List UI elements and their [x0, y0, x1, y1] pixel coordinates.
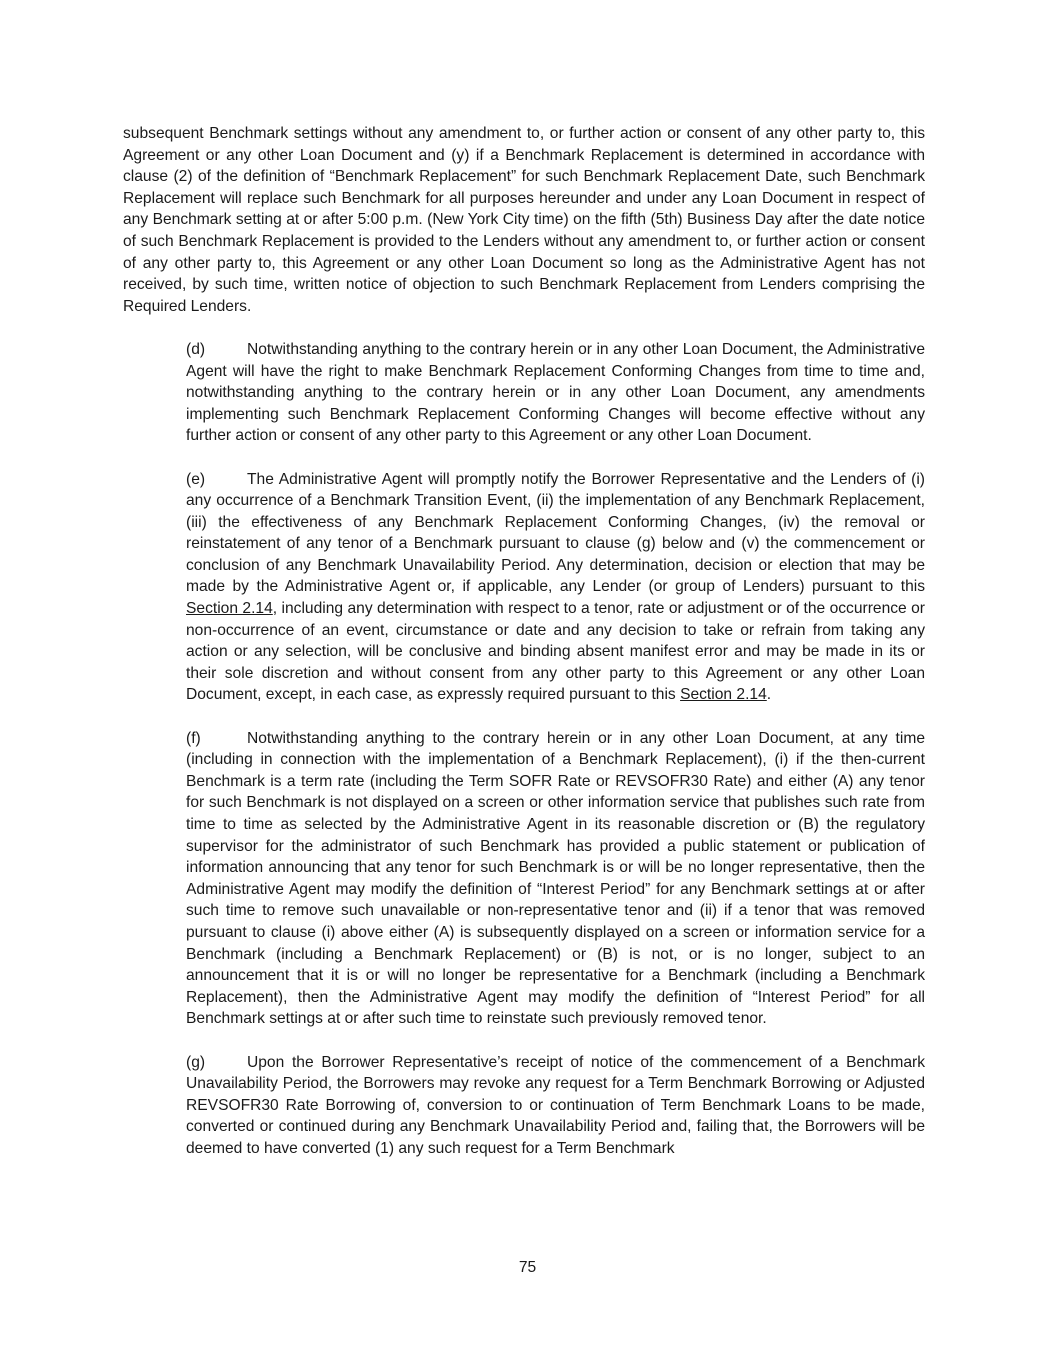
page-number: 75 — [518, 1259, 537, 1276]
continuation-text: subsequent Benchmark settings without any amendment to, or further action or consent of any other party to, this Agreement or any other Loan Document and (y) if a Benchmark Replacement is determined in accordance with clause (2) of the definition of “Benchmark Replacement” for such Benchmark Replacement Date, such Benchmark Replacement will replace such Benchmark for all purposes hereunder and under any Loan Document in respect of any Benchmark setting at or after 5:00 p.m. (New York City time) on the fifth (5th) Business Day after the date notice of such Benchmark Replacement is provided to the Lenders without any amendment to, or further action or consent of any other party to, this Agreement or any other Loan Document so long as the Administrative Agent has not received, by such time, written notice of objection to such Benchmark Replacement from Lenders comprising the Required Lenders. — [123, 125, 925, 315]
paragraph-f-text: Notwithstanding anything to the contrary herein or in any other Loan Document, at any time (including in connection with the implementation of a Benchmark Replacement), (i) if the then-current Benchmark is a term rate (including the Term SOFR Rate or REVSOFR30 Rate) and either (A) any tenor for such Benchmark is not displayed on a screen or other information service that publishes such rate from time to time as selected by the Administrative Agent in its reasonable discretion or (B) the regulatory supervisor for the administrator of such Benchmark has provided a public statement or publication of information announcing that any tenor for such Benchmark is or will be no longer representative, then the Administrative Agent may modify the definition of “Interest Period” for any Benchmark settings at or after such time to remove such unavailable or non-representative tenor and (ii) if a tenor that was removed pursuant to clause (i) above either (A) is subsequently displayed on a screen or information service for a Benchmark (including a Benchmark Replacement) or (B) is not, or is no longer, subject to an announcement that it is or will no longer be representative for a Benchmark (including a Benchmark Replacement), then the Administrative Agent may modify the definition of “Interest Period” for all Benchmark settings at or after such time to reinstate such previously removed tenor. — [186, 729, 925, 1028]
continuation-paragraph — [123, 123, 925, 317]
paragraph-f — [123, 728, 925, 1030]
paragraph-e-text-2: , including any determination with respect to a tenor, rate or adjustment or of the occurrence or non-occurrence of an event, circumstance or date and any decision to take or refrain from taking any action or any selection, will be conclusive and binding absent manifest error and may be made in its or their sole discretion and without consent from any other party to this Agreement or any other Loan Document, except, in each case, as expressly required pursuant to this — [186, 600, 925, 704]
section-2-14-link: Section 2.14 — [186, 600, 273, 618]
page-body — [123, 123, 925, 1181]
paragraph-g-label: (g) — [186, 1053, 206, 1071]
section-2-14-link-second: Section 2.14 — [680, 686, 767, 704]
paragraph-d — [123, 339, 925, 447]
paragraph-d-label: (d) — [186, 340, 206, 358]
paragraph-e-text-1: The Administrative Agent will promptly notify the Borrower Representative and the Lenders of (i) any occurrence of a Benchmark Transition Event, (ii) the implementation of any Benchmark Replacement, (iii) the effectiveness of any Benchmark Replacement Conforming Changes, (iv) the removal or reinstatement of any tenor of a Benchmark pursuant to clause (g) below and (v) the commencement or conclusion of any Benchmark Unavailability Period. Any determination, decision or election that may be made by the Administrative Agent or, if applicable, any Lender (or group of Lenders) pursuant to this — [186, 470, 925, 596]
paragraph-e-text-3: . — [766, 686, 772, 704]
paragraph-d-text: Notwithstanding anything to the contrary herein or in any other Loan Document, the Administrative Agent will have the right to make Benchmark Replacement Conforming Changes from time to time and, notwithstanding anything to the contrary herein or in any other Loan Document, any amendments implementing such Benchmark Replacement Conforming Changes will become effective without any further action or consent of any other party to this Agreement or any other Loan Document. — [186, 340, 925, 445]
paragraph-e — [123, 469, 925, 707]
paragraph-g — [123, 1052, 925, 1160]
paragraph-e-label: (e) — [186, 470, 206, 488]
paragraph-f-label: (f) — [186, 729, 201, 747]
paragraph-g-text: Upon the Borrower Representative’s receipt of notice of the commencement of a Benchmark Unavailability Period, the Borrowers may revoke any request for a Term Benchmark Borrowing or Adjusted REVSOFR30 Rate Borrowing of, conversion to or continuation of Term Benchmark Loans to be made, converted or continued during any Benchmark Unavailability Period and, failing that, the Borrowers will be deemed to have converted (1) any such request for a Term Benchmark — [186, 1053, 925, 1157]
